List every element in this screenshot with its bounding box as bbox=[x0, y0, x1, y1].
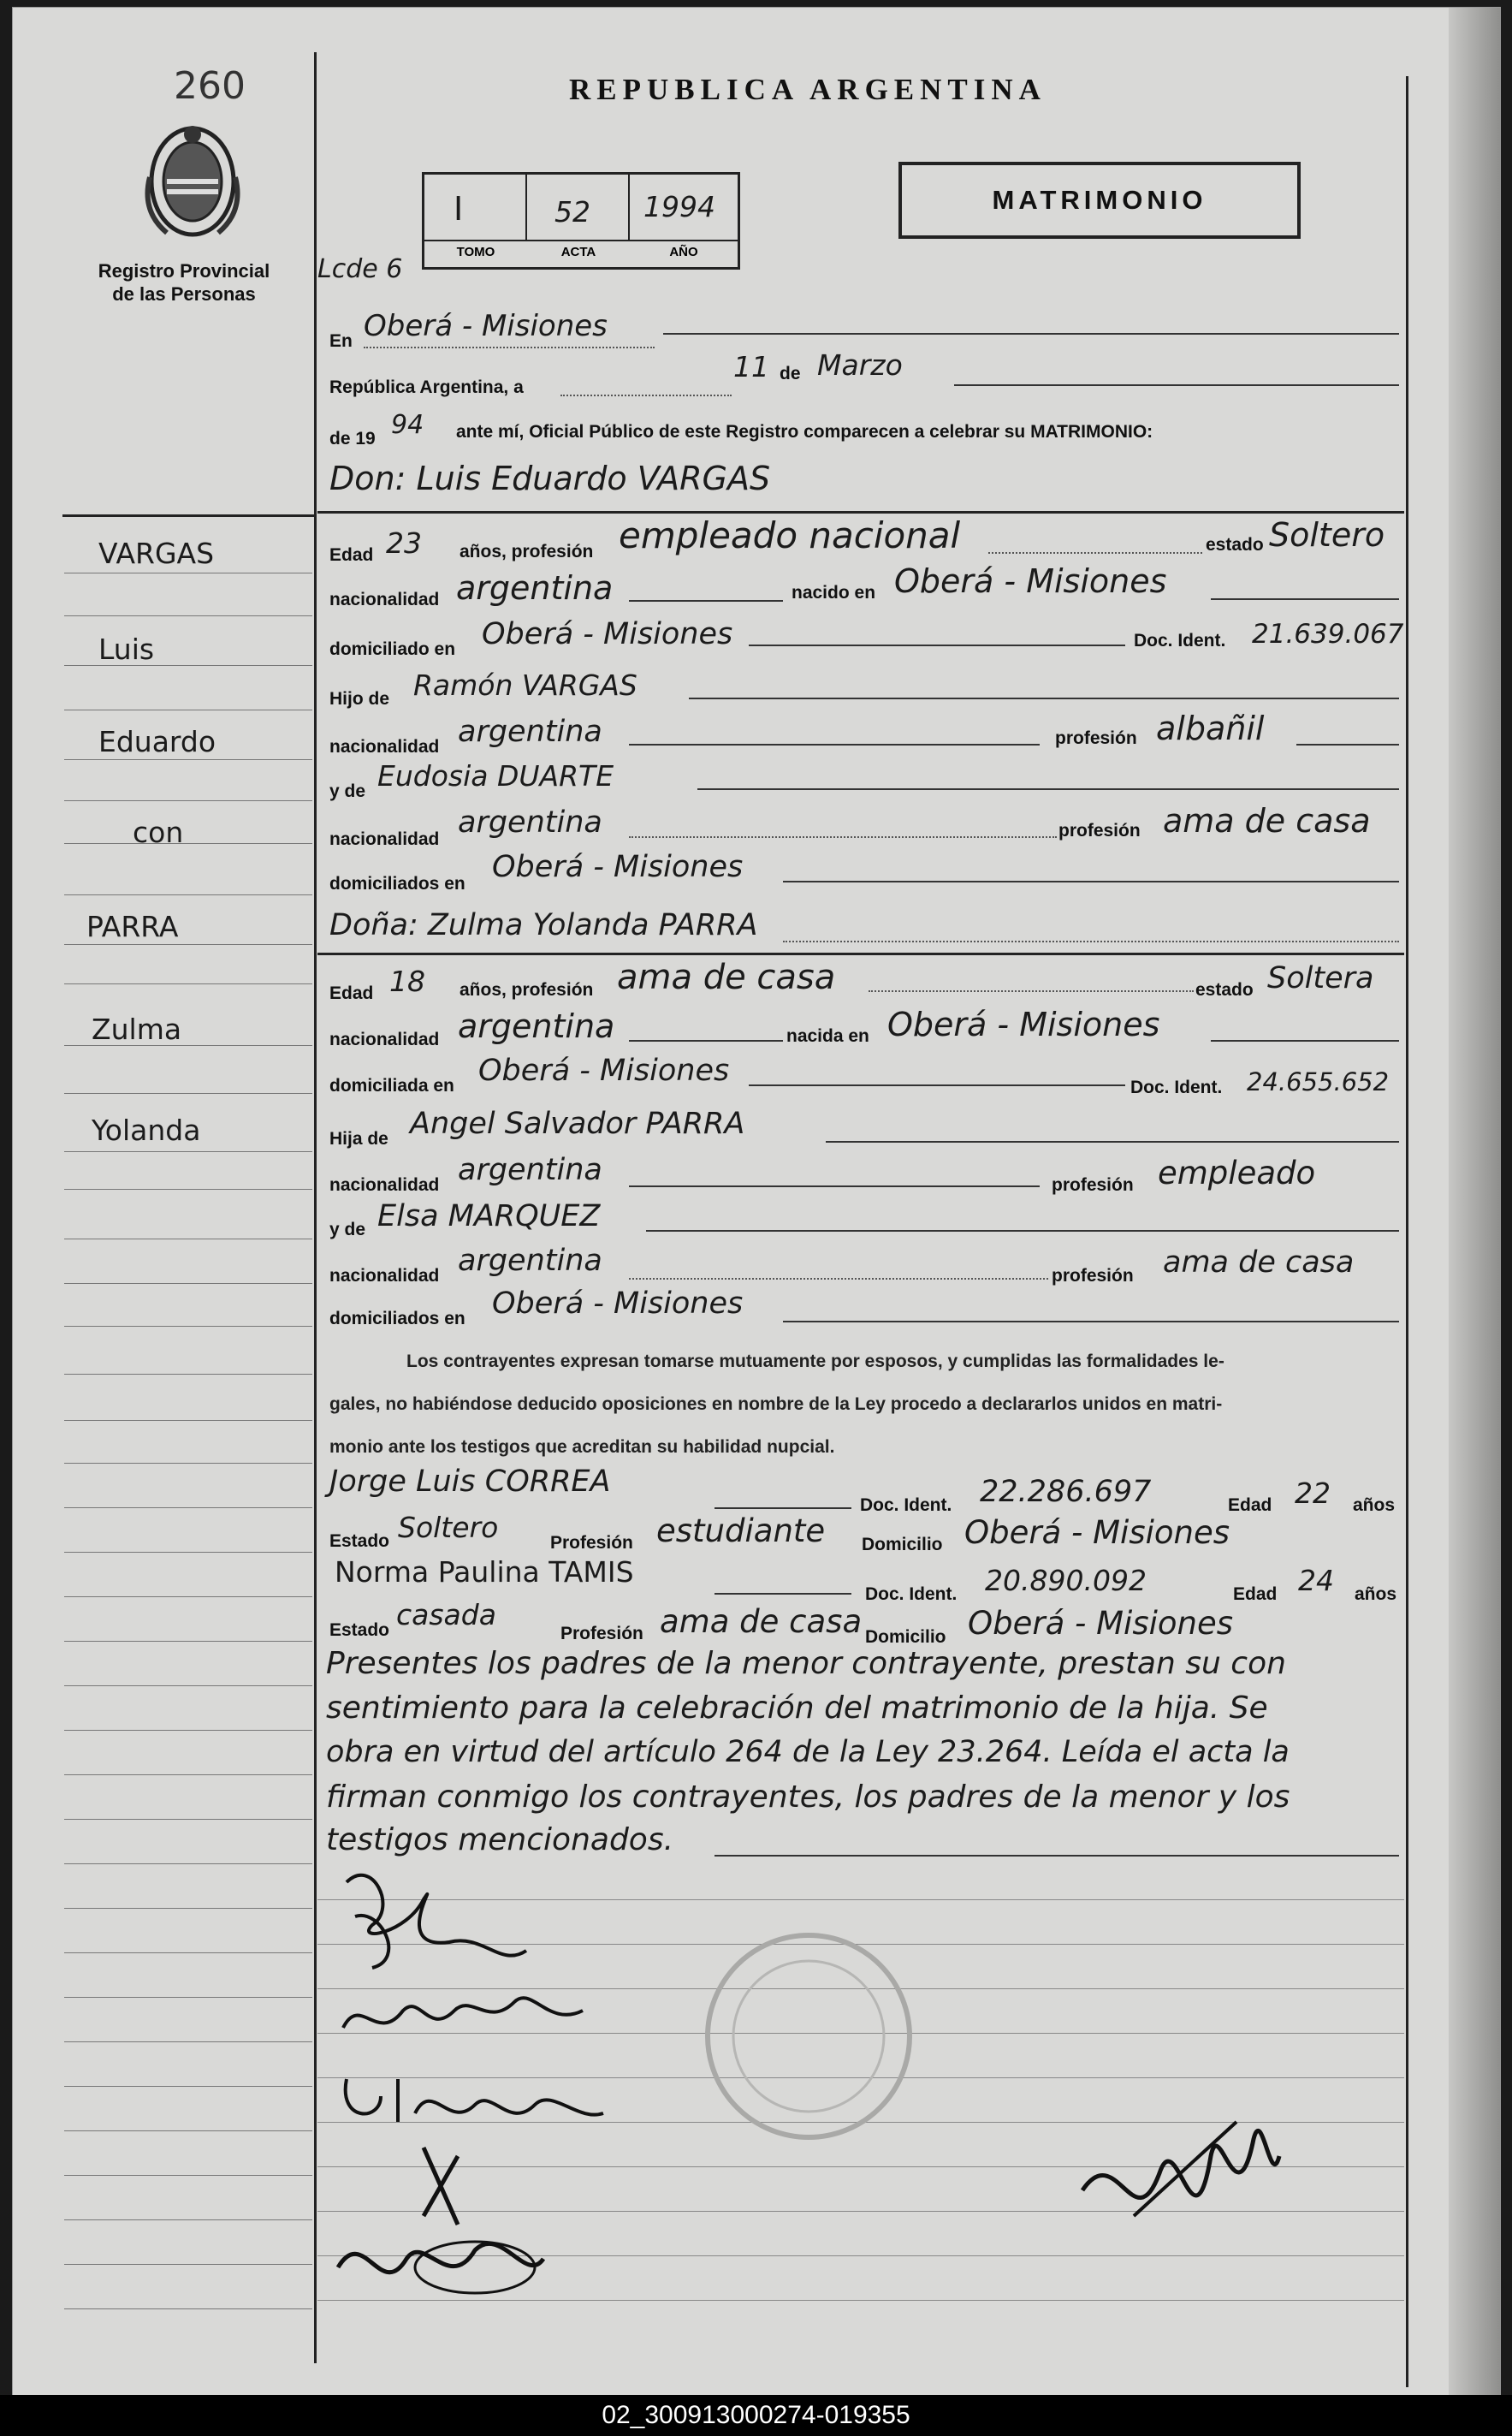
note-line-2: sentimiento para la celebración del matrimonio de la hija. Se bbox=[326, 1690, 1268, 1726]
book-binding bbox=[1449, 8, 1500, 2396]
bride-profession: ama de casa bbox=[617, 958, 836, 997]
witness2-dom-label: Domicilio bbox=[865, 1627, 946, 1647]
groom-mother: Eudosia DUARTE bbox=[377, 759, 614, 793]
margin-bride-first-name: Zulma bbox=[92, 1013, 182, 1046]
witness-signature bbox=[329, 2216, 552, 2310]
bride-parents-dom-label: domiciliados en bbox=[329, 1309, 465, 1328]
bride-father-nationality: argentina bbox=[458, 1153, 602, 1187]
groom-estado-label: estado bbox=[1206, 535, 1264, 555]
bride-doc-label: Doc. Ident. bbox=[1130, 1078, 1223, 1097]
groom-domicile: Oberá - Misiones bbox=[482, 617, 733, 651]
witness1-prof-label: Profesión bbox=[550, 1533, 633, 1553]
bride-domicile: Oberá - Misiones bbox=[478, 1054, 730, 1088]
bride-father-profession: empleado bbox=[1158, 1155, 1316, 1191]
witness1-domicile: Oberá - Misiones bbox=[964, 1514, 1230, 1551]
witness1-doc-label: Doc. Ident. bbox=[860, 1495, 952, 1515]
declaration-line-3: monio ante los testigos que acreditan su habilidad nupcial. bbox=[329, 1437, 835, 1457]
groom-parents-dom-label: domiciliados en bbox=[329, 874, 465, 894]
witness2-estado-label: Estado bbox=[329, 1620, 390, 1640]
bride-father: Angel Salvador PARRA bbox=[410, 1107, 745, 1141]
witness2-doc: 20.890.092 bbox=[985, 1564, 1147, 1597]
bride-profession-label: años, profesión bbox=[460, 980, 594, 1000]
bride-nacionalidad-label: nacionalidad bbox=[329, 1030, 440, 1049]
witness2-age: 24 bbox=[1298, 1564, 1334, 1597]
groom-estado: Soltero bbox=[1269, 516, 1385, 554]
groom-domicilio-label: domiciliado en bbox=[329, 639, 456, 659]
mother-signature bbox=[329, 2062, 620, 2139]
day-value: 11 bbox=[733, 350, 769, 383]
acta-value: 52 bbox=[554, 195, 590, 229]
bride-mother-prof-label: profesión bbox=[1052, 1266, 1134, 1286]
groom-father-nac-label: nacionalidad bbox=[329, 737, 440, 757]
witness1-name: Jorge Luis CORREA bbox=[329, 1465, 611, 1499]
bride-father-prof-label: profesión bbox=[1052, 1175, 1134, 1195]
right-column-rule bbox=[1406, 76, 1408, 2387]
ano-value: 1994 bbox=[643, 190, 715, 223]
bride-yde-label: y de bbox=[329, 1220, 366, 1239]
witness2-name: Norma Paulina TAMIS bbox=[335, 1555, 634, 1589]
bride-doc: 24.655.652 bbox=[1247, 1067, 1390, 1096]
year-prefix: de 19 bbox=[329, 429, 376, 449]
witness1-estado-label: Estado bbox=[329, 1531, 390, 1551]
groom-yde-label: y de bbox=[329, 781, 366, 801]
groom-birthplace: Oberá - Misiones bbox=[894, 562, 1167, 600]
scan-identifier: 02_300913000274-019355 bbox=[0, 2395, 1512, 2436]
en-label: En bbox=[329, 331, 353, 351]
witness2-doc-label: Doc. Ident. bbox=[865, 1584, 958, 1604]
bride-name: Doña: Zulma Yolanda PARRA bbox=[329, 908, 758, 942]
ano-label: AÑO bbox=[669, 245, 698, 259]
de-label: de bbox=[780, 364, 801, 383]
witness1-age: 22 bbox=[1295, 1476, 1331, 1510]
margin-groom-middle-name: Eduardo bbox=[98, 725, 216, 758]
groom-profession: empleado nacional bbox=[619, 514, 961, 556]
year-suffix: 94 bbox=[391, 410, 424, 440]
bride-age: 18 bbox=[389, 965, 425, 998]
witness1-edad-label: Edad bbox=[1228, 1495, 1272, 1515]
registry-name: Registro Provincial de las Personas bbox=[98, 260, 270, 305]
groom-age: 23 bbox=[386, 526, 422, 560]
tomo-value: I bbox=[454, 190, 464, 228]
bride-estado-label: estado bbox=[1195, 980, 1254, 1000]
groom-nationality: argentina bbox=[456, 569, 614, 607]
margin-connector: con bbox=[133, 816, 184, 849]
bride-domicilio-label: domiciliada en bbox=[329, 1076, 454, 1096]
note-line-4: firman conmigo los contrayentes, los padres de la menor y los bbox=[326, 1779, 1290, 1815]
margin-groom-first-name: Luis bbox=[98, 633, 155, 666]
groom-name: Don: Luis Eduardo VARGAS bbox=[329, 460, 771, 497]
witness1-estado: Soltero bbox=[398, 1511, 499, 1544]
certificate-type: MATRIMONIO bbox=[992, 185, 1207, 215]
margin-bride-surname: PARRA bbox=[86, 910, 179, 943]
book-note: Lcde 6 bbox=[317, 254, 403, 284]
official-stamp bbox=[697, 1925, 920, 2148]
groom-name-rule bbox=[317, 511, 1404, 514]
groom-father-nationality: argentina bbox=[458, 715, 602, 749]
groom-father-profession: albañil bbox=[1156, 710, 1265, 747]
month-value: Marzo bbox=[817, 348, 903, 382]
register-page bbox=[12, 7, 1501, 2397]
bride-edad-label: Edad bbox=[329, 983, 374, 1003]
witness2-profession: ama de casa bbox=[660, 1603, 863, 1640]
bride-hija-label: Hija de bbox=[329, 1129, 388, 1149]
tomo-label: TOMO bbox=[456, 245, 495, 259]
bride-mother: Elsa MARQUEZ bbox=[377, 1199, 601, 1233]
witness2-domicile: Oberá - Misiones bbox=[968, 1605, 1234, 1642]
witness2-edad-label: Edad bbox=[1233, 1584, 1278, 1604]
bride-name-rule bbox=[317, 953, 1404, 955]
groom-signature bbox=[321, 1848, 543, 1976]
note-line-5: testigos mencionados. bbox=[326, 1822, 674, 1857]
official-signature bbox=[1065, 2088, 1288, 2267]
note-line-1: Presentes los padres de la menor contrayente, prestan su con bbox=[326, 1646, 1286, 1681]
declaration-line-2: gales, no habiéndose deducido oposiciones en nombre de la Ley procedo a declararlos unidos en matri- bbox=[329, 1394, 1223, 1414]
witness2-estado: casada bbox=[396, 1598, 496, 1631]
acta-label: ACTA bbox=[560, 245, 596, 259]
groom-hijo-label: Hijo de bbox=[329, 689, 390, 709]
registry-reference-box bbox=[422, 172, 740, 270]
certificate-type-box bbox=[898, 162, 1301, 239]
note-line-3: obra en virtud del artículo 264 de la Ley 23.264. Leída el acta la bbox=[326, 1735, 1290, 1769]
bride-father-nac-label: nacionalidad bbox=[329, 1175, 440, 1195]
groom-doc: 21.639.067 bbox=[1252, 619, 1404, 650]
witness1-anos-label: años bbox=[1353, 1495, 1396, 1515]
groom-nacionalidad-label: nacionalidad bbox=[329, 590, 440, 609]
bride-birthplace: Oberá - Misiones bbox=[887, 1006, 1160, 1043]
country-title: REPUBLICA ARGENTINA bbox=[569, 73, 1047, 106]
margin-bride-middle-name: Yolanda bbox=[92, 1114, 201, 1147]
bride-nacida-label: nacida en bbox=[786, 1026, 869, 1046]
groom-edad-label: Edad bbox=[329, 545, 374, 565]
groom-profession-label: años, profesión bbox=[460, 542, 594, 561]
groom-parents-domicile: Oberá - Misiones bbox=[492, 850, 744, 884]
witness2-prof-label: Profesión bbox=[560, 1624, 643, 1643]
father-signature bbox=[335, 1976, 608, 2053]
declaration-line-1: Los contrayentes expresan tomarse mutuamente por esposos, y cumplidas las formalidades le- bbox=[406, 1352, 1224, 1371]
page-number: 260 bbox=[174, 64, 246, 108]
bride-estado: Soltera bbox=[1267, 961, 1374, 995]
groom-nacido-label: nacido en bbox=[792, 583, 876, 603]
bride-mother-nac-label: nacionalidad bbox=[329, 1266, 440, 1286]
bride-mother-profession: ama de casa bbox=[1163, 1245, 1355, 1280]
groom-mother-prof-label: profesión bbox=[1058, 821, 1141, 841]
witness1-dom-label: Domicilio bbox=[862, 1535, 943, 1554]
bride-mother-nationality: argentina bbox=[458, 1244, 602, 1278]
republica-label: República Argentina, a bbox=[329, 377, 524, 397]
witness1-doc: 22.286.697 bbox=[980, 1475, 1152, 1509]
witness1-profession: estudiante bbox=[656, 1512, 826, 1549]
bride-nationality: argentina bbox=[458, 1007, 615, 1045]
groom-mother-profession: ama de casa bbox=[1163, 802, 1371, 840]
groom-father-prof-label: profesión bbox=[1055, 728, 1137, 748]
left-column-rule bbox=[314, 52, 317, 2363]
witness2-anos-label: años bbox=[1355, 1584, 1397, 1604]
groom-father: Ramón VARGAS bbox=[413, 668, 637, 702]
groom-mother-nationality: argentina bbox=[458, 805, 602, 840]
groom-doc-label: Doc. Ident. bbox=[1134, 631, 1226, 651]
margin-top-rule bbox=[62, 514, 316, 517]
bride-parents-domicile: Oberá - Misiones bbox=[492, 1286, 744, 1321]
place-value: Oberá - Misiones bbox=[364, 309, 608, 343]
margin-groom-surname: VARGAS bbox=[98, 537, 215, 570]
coat-of-arms-seal bbox=[133, 117, 252, 246]
groom-mother-nac-label: nacionalidad bbox=[329, 829, 440, 849]
intro-statement: ante mí, Oficial Público de este Registro comparecen a celebrar su MATRIMONIO: bbox=[456, 422, 1153, 442]
